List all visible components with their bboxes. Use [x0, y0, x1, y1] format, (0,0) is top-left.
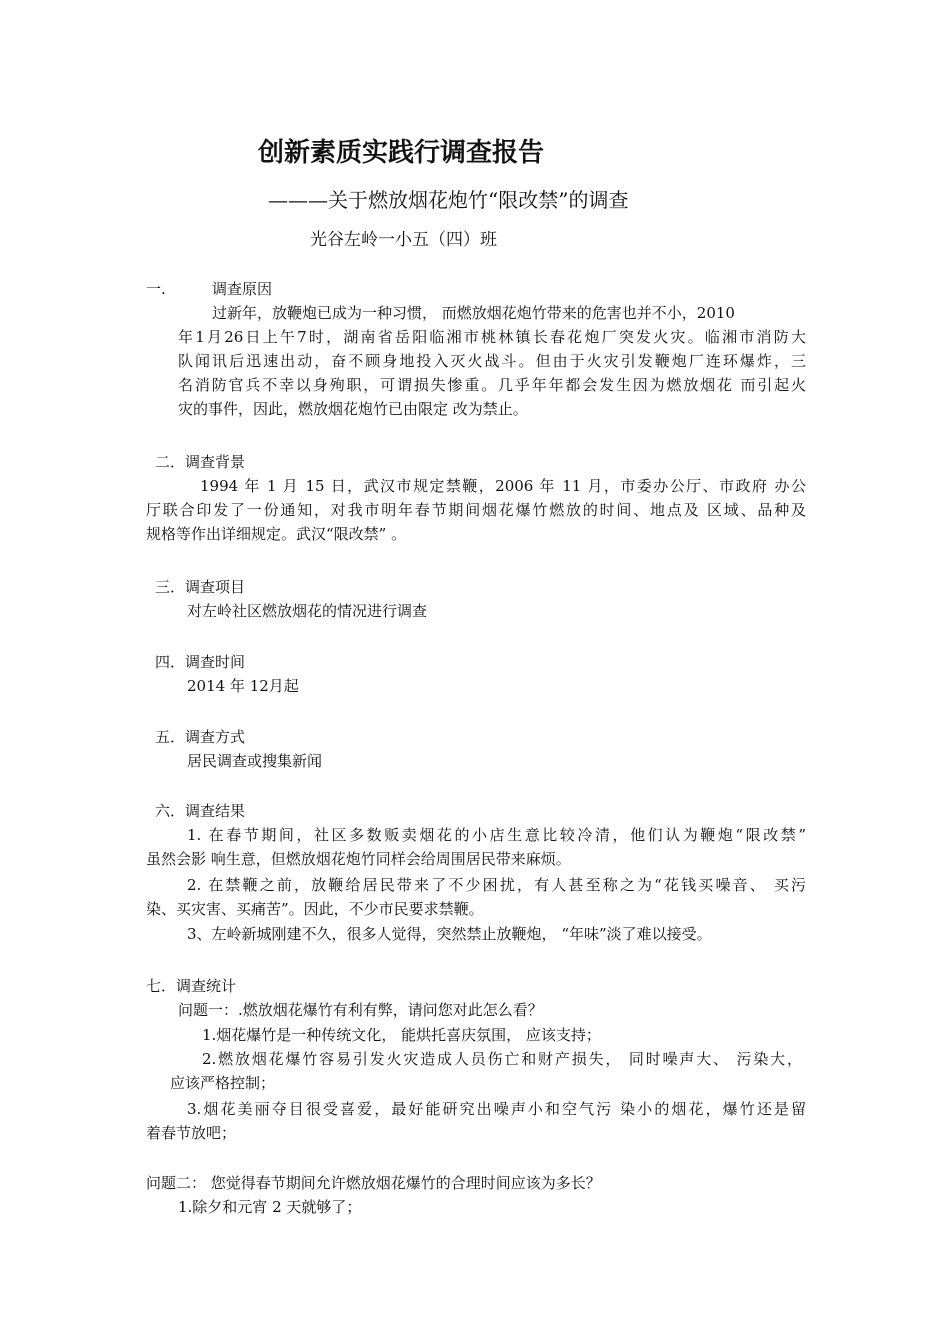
section-5-heading: 五．调查方式 — [155, 728, 246, 746]
section-6-line: 2. 在禁鞭之前，放鞭给居民带来了不少困扰，有人甚至称之为“花钱买噪音、 买污 — [187, 876, 806, 894]
section-3-body: 对左岭社区燃放烟花的情况进行调查 — [187, 602, 428, 620]
question-1: 问题一：.燃放烟花爆竹有利有弊，请问您对此怎么看？ — [178, 1001, 543, 1019]
section-1-line: 灾的事件，因此，燃放烟花炮竹已由限定 改为禁止。 — [178, 400, 528, 418]
page-subtitle: ———关于燃放烟花炮竹“限改禁”的调查 — [268, 188, 629, 212]
section-6-line: 虽然会影 响生意，但燃放烟花炮竹同样会给周围居民带来麻烦。 — [146, 850, 571, 868]
question-1-option: 3.烟花美丽夺目很受喜爱，最好能研究出噪声小和空气污 染小的烟花，爆竹还是留 — [187, 1100, 806, 1118]
section-1-line: 过新年，放鞭炮已成为一种习惯， 而燃放烟花炮竹带来的危害也并不小，2010 — [212, 304, 735, 322]
section-1-number: 一. — [146, 280, 166, 298]
section-7-heading: 七．调查统计 — [146, 977, 237, 995]
section-1-heading: 调查原因 — [212, 280, 273, 298]
question-1-option: 1.烟花爆竹是一种传统文化， 能烘托喜庆氛围， 应该支持； — [202, 1026, 601, 1044]
question-1-option: 2.燃放烟花爆竹容易引发火灾造成人员伤亡和财产损失， 同时噪声大、 污染大， — [202, 1050, 802, 1068]
question-1-option: 着春节放吧； — [146, 1124, 237, 1142]
question-1-option: 应该严格控制； — [170, 1074, 276, 1092]
section-2-line: 1994 年 1 月 15 日，武汉市规定禁鞭，2006 年 11 月，市委办公厅、市政府 办公 — [200, 477, 806, 495]
section-1-line: 队闻讯后迅速出动，奋不顾身地投入灭火战斗。但由于火灾引发鞭炮厂连环爆炸，三 — [178, 352, 806, 370]
question-2: 问题二： 您觉得春节期间允许燃放烟花爆竹的合理时间应该为多长？ — [146, 1174, 601, 1192]
section-2-heading: 二．调查背景 — [155, 453, 246, 471]
page-title: 创新素质实践行调查报告 — [258, 138, 545, 168]
section-6-line: 1. 在春节期间，社区多数贩卖烟花的小店生意比较冷清，他们认为鞭炮“限改禁” — [187, 826, 806, 844]
section-6-line: 3、左岭新城刚建不久，很多人觉得，突然禁止放鞭炮， “年味”淡了难以接受。 — [187, 925, 712, 943]
section-2-line: 规格等作出详细规定。武汉“限改禁” 。 — [146, 525, 407, 543]
section-6-heading: 六．调查结果 — [155, 802, 246, 820]
section-3-heading: 三．调查项目 — [155, 578, 246, 596]
section-4-heading: 四．调查时间 — [155, 653, 246, 671]
section-2-line: 厅联合印发了一份通知，对我市明年春节期间烟花爆竹燃放的时间、地点及 区域、品种及 — [146, 501, 806, 519]
section-4-body: 2014 年 12月起 — [187, 677, 299, 695]
section-5-body: 居民调查或搜集新闻 — [187, 752, 323, 770]
question-2-option: 1.除夕和元宵 2 天就够了； — [178, 1198, 362, 1216]
section-1-line: 年1月26日上午7时，湖南省岳阳临湘市桃林镇长春花炮厂突发火灾。临湘市消防大 — [178, 328, 806, 346]
class-line: 光谷左岭一小五（四）班 — [310, 230, 497, 250]
section-6-line: 染、买灾害、买痛苦”。因此，不少市民要求禁鞭。 — [146, 900, 484, 918]
section-1-line: 名消防官兵不幸以身殉职，可谓损失惨重。几乎年年都会发生因为燃放烟花 而引起火 — [178, 376, 806, 394]
